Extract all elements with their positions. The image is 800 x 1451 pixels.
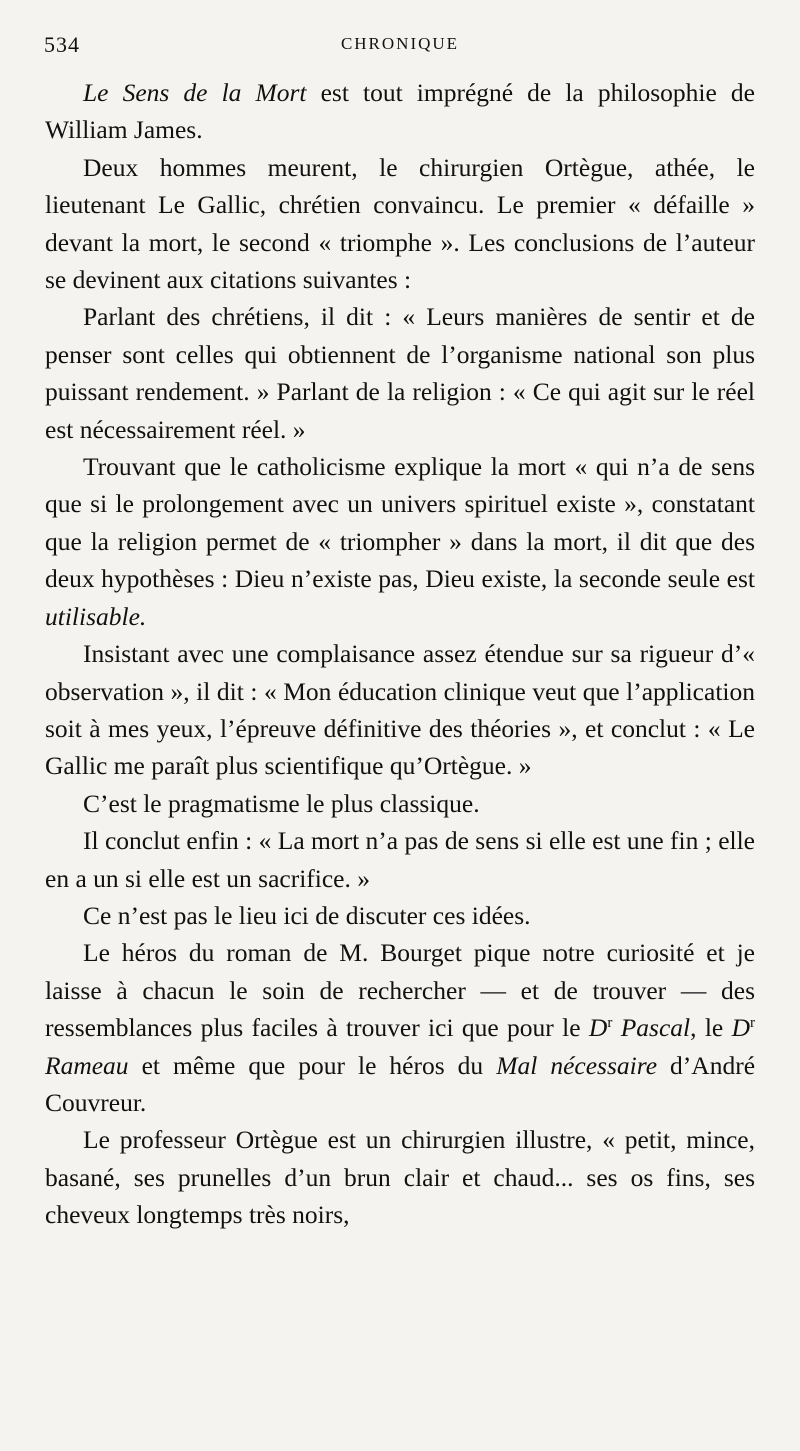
doctor-abbrev-1: D	[588, 1013, 608, 1043]
paragraph-2: Deux hommes meurent, le chirurgien Ortègue, athée, le lieutenant Le Gallic, chrétien convaincu. Le premier « défaille » devant la mort, le second « triomphe ». Les conclusions de l’auteur se devinent aux citations suivantes :	[45, 152, 755, 295]
paragraph-1-text: est tout imprégné de la philosophie de William James.	[45, 78, 755, 145]
doctor-abbrev-2: D	[731, 1013, 750, 1043]
page-header	[44, 32, 756, 62]
paragraph-4	[45, 448, 755, 635]
paragraph-10: Le professeur Ortègue est un chirurgien illustre, « petit, mince, basané, ses prunelles d’un brun clair et chaud... ses os fins, ses cheveux longtemps très noirs,	[45, 1125, 755, 1230]
rameau-italic: Rameau	[45, 1050, 129, 1080]
paragraph-9-text-c: et même que pour le héros du	[128, 1050, 497, 1080]
paragraph-3: Parlant des chrétiens, il dit : « Leurs manières de sentir et de penser sont celles qui obtiennent de l’organisme national son plus puissant rendement. » Parlant de la religion : « Ce qui agit sur le réel est nécessairement réel. »	[45, 302, 755, 444]
paragraph-4-italic: utilisable.	[45, 601, 147, 631]
doctor-sup-1: r	[607, 1015, 613, 1032]
mal-necessaire-italic: Mal nécessaire	[496, 1050, 658, 1080]
paragraph-1	[45, 74, 755, 149]
paragraph-9-text-a: Le héros du roman de M. Bourget pique notre curiosité et je laisse à chacun le soin de rechercher — et de trouver — des ressemblances plus faciles à trouver ici que pour le	[45, 938, 755, 1043]
book-title-italic: Le Sens de la Mort	[83, 78, 307, 107]
paragraph-9	[45, 934, 755, 1121]
paragraph-5: Insistant avec une complaisance assez étendue sur sa rigueur d’« observation », il dit : « Mon éducation clinique veut que l’application soit à mes yeux, l’épreuve définitive des théories », et conclut : « Le Gallic me paraît plus scientifique qu’Ortègue. »	[45, 639, 755, 781]
paragraph-8: Ce n’est pas le lieu ici de discuter ces idées.	[83, 900, 531, 930]
paragraph-9-text-d: d’André Couvreur.	[45, 1050, 756, 1117]
pascal-italic: Pascal	[620, 1013, 691, 1043]
paragraph-4-text: Trouvant que le catholicisme explique la mort « qui n’a de sens que si le prolongement avec un univers spirituel existe », constatant que la religion permet de « triompher » dans la mort, il dit que des deux hypothèses : Dieu n’existe pas, Dieu existe, la seconde seule est	[45, 452, 755, 594]
running-head: CHRONIQUE	[340, 34, 460, 53]
paragraph-9-text-b: , le	[690, 1013, 732, 1043]
paragraph-7: Il conclut enfin : « La mort n’a pas de sens si elle est une fin ; elle en a un si elle est un sacrifice. »	[45, 826, 756, 893]
paragraph-6: C’est le pragmatisme le plus classique.	[83, 788, 480, 818]
doctor-sup-2: r	[750, 1015, 755, 1032]
page-number: 534	[44, 32, 80, 57]
body-text	[45, 74, 755, 1234]
